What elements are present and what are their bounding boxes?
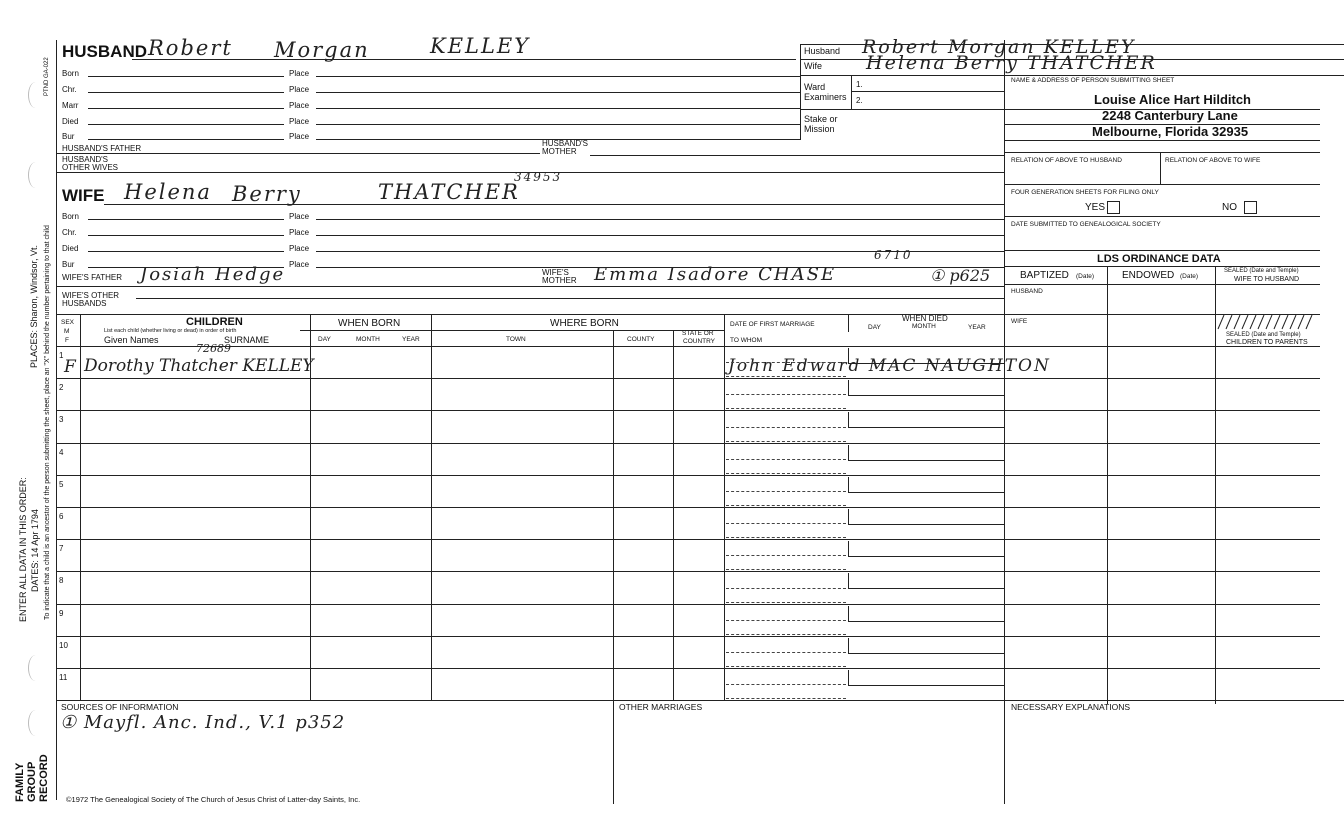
side-instruction-places: PLACES: Sharon, Windsor, Vt. <box>29 244 39 368</box>
child-sex[interactable]: F <box>64 357 76 377</box>
submitter-label: NAME & ADDRESS OF PERSON SUBMITTING SHEET <box>1011 77 1175 84</box>
husband-given-name[interactable]: Robert <box>148 36 233 60</box>
header-wife-label: Wife <box>804 61 822 71</box>
when-died-label: WHEN DIED <box>902 314 948 323</box>
lds-sealed-children-1: SEALED (Date and Temple) <box>1226 332 1301 338</box>
punch-hole <box>28 655 43 681</box>
wife-mother-ref[interactable]: ① p625 <box>930 266 991 285</box>
children-heading: CHILDREN <box>186 316 243 328</box>
born-year-label: YEAR <box>402 336 420 343</box>
husband-middle-name[interactable]: Morgan <box>274 38 370 62</box>
ward-label-2: Examiners <box>804 92 847 102</box>
husband-chr-label: Chr. <box>62 85 77 94</box>
wife-other-husbands-label-1: WIFE'S OTHER <box>62 291 120 300</box>
form-code: PTND GA-022 <box>44 57 50 96</box>
lds-sealed-wife-1: SEALED (Date and Temple) <box>1224 268 1299 274</box>
side-instruction-order: ENTER ALL DATA IN THIS ORDER: <box>18 477 28 622</box>
examiner-1[interactable]: 1. <box>856 80 863 89</box>
husband-other-wives-label-2: OTHER WIVES <box>62 163 119 172</box>
header-wife-value[interactable]: Helena Berry THATCHER <box>866 52 1157 74</box>
wife-middle-name[interactable]: Berry <box>232 182 302 206</box>
side-instruction-dates: DATES: 14 Apr 1794 <box>30 509 40 592</box>
punch-hole <box>28 162 43 188</box>
died-month-label: MONTH <box>912 323 936 330</box>
husband-died-place-label: Place <box>289 117 310 126</box>
side-instruction-ancestor: To indicate that a child is an ancestor of the person submitting the sheet, place an "X" behind the number pertaining to that child <box>44 225 51 620</box>
county-label: COUNTY <box>627 336 655 343</box>
submitter-street[interactable]: 2248 Canterbury Lane <box>1102 108 1238 123</box>
four-gen-label: FOUR GENERATION SHEETS FOR FILING ONLY <box>1011 189 1159 196</box>
wife-other-husbands-label-2: HUSBANDS <box>62 299 107 308</box>
no-label: NO <box>1222 202 1237 213</box>
given-names-label: Given Names <box>104 335 159 345</box>
form-title-line2: GROUP <box>26 761 38 802</box>
other-marriages-label: OTHER MARRIAGES <box>619 702 703 712</box>
husband-surname[interactable]: KELLEY <box>430 34 531 58</box>
lds-baptized: BAPTIZED <box>1020 270 1069 281</box>
lds-sealed-children-2: CHILDREN TO PARENTS <box>1226 339 1308 346</box>
necessary-explanations-label: NECESSARY EXPLANATIONS <box>1011 702 1131 712</box>
relation-wife-label: RELATION OF ABOVE TO WIFE <box>1165 157 1261 164</box>
wife-record-number[interactable]: 34953 <box>514 170 563 184</box>
wife-mother-label-2: MOTHER <box>542 276 577 285</box>
husband-other-wives-label-1: HUSBAND'S <box>62 155 108 164</box>
wife-born-label: Born <box>62 212 79 221</box>
died-year-label: YEAR <box>968 324 986 331</box>
lds-wife-label: WIFE <box>1011 318 1028 325</box>
to-whom-label: TO WHOM <box>730 337 763 344</box>
when-born-label: WHEN BORN <box>338 318 401 329</box>
husband-born-place-label: Place <box>289 69 310 78</box>
first-marriage-label: DATE OF FIRST MARRIAGE <box>730 321 815 328</box>
wife-mother-value[interactable]: Emma Isadore CHASE <box>594 264 837 285</box>
yes-checkbox[interactable] <box>1107 201 1120 214</box>
wife-surname[interactable]: THATCHER <box>378 180 520 204</box>
child-name[interactable]: Dorothy Thatcher KELLEY <box>84 356 314 376</box>
lds-title: LDS ORDINANCE DATA <box>1097 253 1221 265</box>
wife-father-value[interactable]: Josiah Hedge <box>140 264 286 285</box>
husband-chr-place-label: Place <box>289 85 310 94</box>
wife-father-label: WIFE'S FATHER <box>62 273 123 282</box>
wife-mother-label-1: WIFE'S <box>542 268 569 277</box>
yes-label: YES <box>1085 202 1106 213</box>
relation-husband-label: RELATION OF ABOVE TO HUSBAND <box>1011 157 1122 164</box>
wife-heading: WIFE <box>62 186 105 205</box>
surname-label: SURNAME <box>224 335 270 345</box>
header-husband-value[interactable]: Robert Morgan KELLEY <box>862 36 1136 58</box>
wife-mother-note[interactable]: 6710 <box>874 248 913 262</box>
ward-label-1: Ward <box>804 82 826 92</box>
lds-sealed-wife-2: WIFE TO HUSBAND <box>1234 276 1300 283</box>
husband-mother-label-1: HUSBAND'S <box>542 139 588 148</box>
sources-label: SOURCES OF INFORMATION <box>61 702 179 712</box>
town-label: TOWN <box>506 336 526 343</box>
wife-died-label: Died <box>62 244 79 253</box>
child-row-number: 9 <box>59 609 64 618</box>
child-1-note[interactable]: 72689 <box>196 342 231 355</box>
date-submitted-label: DATE SUBMITTED TO GENEALOGICAL SOCIETY <box>1011 221 1161 228</box>
lds-endowed-date: (Date) <box>1180 273 1199 280</box>
lds-husband-label: HUSBAND <box>1011 288 1043 295</box>
state-label-1: STATE OR <box>682 330 714 337</box>
lds-baptized-date: (Date) <box>1076 273 1095 280</box>
sources-value[interactable]: ① Mayfl. Anc. Ind., V.1 p352 <box>60 712 346 733</box>
husband-marr-label: Marr <box>62 101 79 110</box>
wife-died-place-label: Place <box>289 244 310 253</box>
child-row-number: 10 <box>59 641 68 650</box>
wife-given-name[interactable]: Helena <box>124 180 212 204</box>
born-month-label: MONTH <box>356 336 380 343</box>
wife-bur-label: Bur <box>62 260 75 269</box>
no-checkbox[interactable] <box>1244 201 1257 214</box>
child-spouse[interactable]: John Edward MAC NAUGHTON <box>728 356 1051 376</box>
sex-label: SEX <box>61 319 75 326</box>
child-row-number: 4 <box>59 448 64 457</box>
died-day-label: DAY <box>868 324 881 331</box>
wife-chr-place-label: Place <box>289 228 310 237</box>
husband-marr-place-label: Place <box>289 101 310 110</box>
child-row-number: 8 <box>59 576 64 585</box>
husband-died-label: Died <box>62 117 79 126</box>
child-row-number: 1 <box>59 351 64 360</box>
wife-bur-place-label: Place <box>289 260 310 269</box>
wife-chr-label: Chr. <box>62 228 77 237</box>
children-subheading: List each child (whether living or dead) in order of birth <box>104 328 237 334</box>
lds-endowed: ENDOWED <box>1122 270 1175 281</box>
stake-label-1: Stake or <box>804 114 838 124</box>
examiner-2[interactable]: 2. <box>856 96 863 105</box>
stake-label-2: Mission <box>804 124 835 134</box>
husband-bur-place-label: Place <box>289 132 310 141</box>
child-row-number: 6 <box>59 512 64 521</box>
child-row-number: 3 <box>59 415 64 424</box>
copyright: ©1972 The Genealogical Society of The Church of Jesus Christ of Latter-day Saints, Inc. <box>66 795 361 804</box>
punch-hole <box>28 82 43 108</box>
form-title-line1: FAMILY <box>14 762 26 802</box>
husband-mother-label-2: MOTHER <box>542 147 577 156</box>
child-row-number: 5 <box>59 480 64 489</box>
husband-bur-label: Bur <box>62 132 75 141</box>
sealed-hatch <box>1216 315 1316 330</box>
sex-f-label: F <box>65 337 69 344</box>
wife-born-place-label: Place <box>289 212 310 221</box>
submitter-city[interactable]: Melbourne, Florida 32935 <box>1092 124 1249 139</box>
submitter-name[interactable]: Louise Alice Hart Hilditch <box>1094 92 1251 107</box>
header-husband-label: Husband <box>804 46 841 56</box>
child-row-number: 7 <box>59 544 64 553</box>
state-label-2: COUNTRY <box>683 338 716 345</box>
child-row-number: 2 <box>59 383 64 392</box>
where-born-label: WHERE BORN <box>550 318 619 329</box>
husband-born-label: Born <box>62 69 79 78</box>
child-row-number: 11 <box>59 673 68 682</box>
punch-hole <box>28 710 43 736</box>
form-title-line3: RECORD <box>38 754 50 802</box>
husband-heading: HUSBAND <box>62 42 147 61</box>
born-day-label: DAY <box>318 336 331 343</box>
husband-father-label: HUSBAND'S FATHER <box>62 144 142 153</box>
sex-m-label: M <box>64 328 70 335</box>
